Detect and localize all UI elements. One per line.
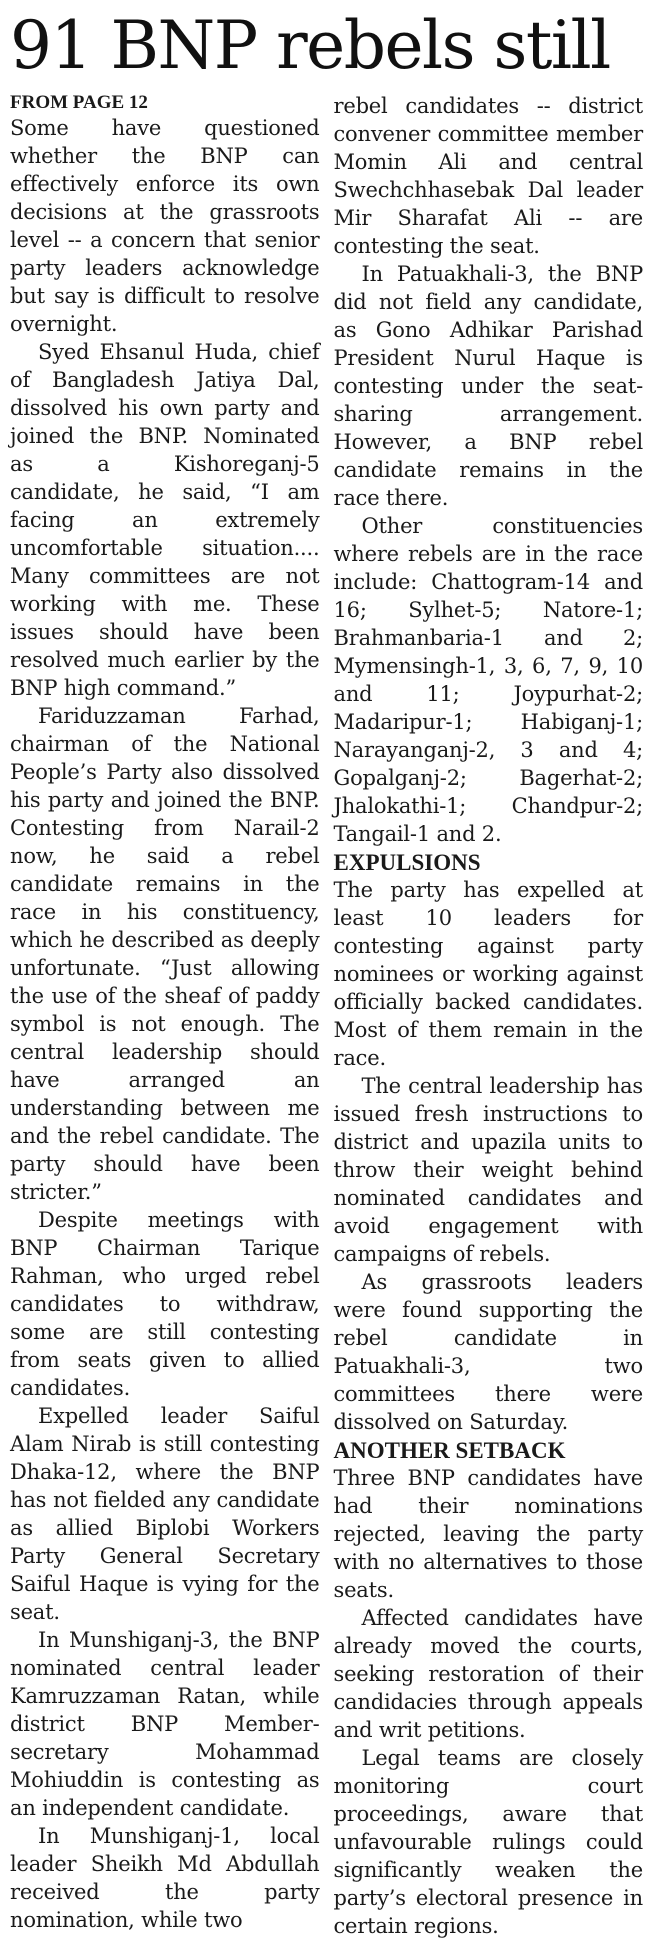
paragraph: In Munshiganj-1, local leader Sheikh Md Abdullah received the party nomination, while two	[10, 1824, 320, 1932]
section-heading-another-setback: ANOTHER SETBACK	[333, 1438, 566, 1463]
article-body	[10, 92, 643, 1940]
paragraph: rebel candidates -- district convener committee member Momin Ali and central Swechchhasebak Dal leader Mir Sharafat Ali -- are contesting the seat.	[333, 94, 643, 258]
headline: 91 BNP rebels still	[10, 7, 610, 84]
paragraph: As grassroots leaders were found supporting the rebel candidate in Patuakhali-3, two committees there were dissolved on Saturday.	[333, 1270, 643, 1434]
dateline: FROM PAGE 12	[10, 92, 148, 113]
paragraph: Other constituencies where rebels are in the race include: Chattogram-14 and 16; Sylhet-5; Natore-1; Brahmanbaria-1 and 2; Mymensingh-1, 3, 6, 7, 9, 10 and 11; Joypurhat-2; Madaripur-1; Habiganj-1; Narayanganj-2, 3 and 4; Gopalganj-2; Bagerhat-2; Jhalokathi-1; Chandpur-2; Tangail-1 and 2.	[333, 514, 643, 846]
paragraph: The party has expelled at least 10 leaders for contesting against party nominees or working against officially backed candidates. Most of them remain in the race.	[333, 878, 643, 1070]
paragraph: Syed Ehsanul Huda, chief of Bangladesh Jatiya Dal, dissolved his own party and joined the BNP. Nominated as a Kishoreganj-5 candidate, he said, “I am facing an extremely uncomfortable situation.... Many committees are not working with me. These issues should have been resolved much earlier by the BNP high command.”	[10, 340, 320, 700]
paragraph: Affected candidates have already moved the courts, seeking restoration of their candidacies through appeals and writ petitions.	[333, 1606, 643, 1742]
section-heading-expulsions: EXPULSIONS	[333, 850, 481, 875]
left-column	[10, 92, 320, 1940]
paragraph: In Munshiganj-3, the BNP nominated central leader Kamruzzaman Ratan, while district BNP Member-secretary Mohammad Mohiuddin is contesting as an independent candidate.	[10, 1628, 320, 1820]
paragraph: Despite meetings with BNP Chairman Tarique Rahman, who urged rebel candidates to withdraw, some are still contesting from seats given to allied candidates.	[10, 1208, 320, 1400]
paragraph: Some have questioned whether the BNP can effectively enforce its own decisions at the grassroots level -- a concern that senior party leaders acknowledge but say is difficult to resolve overnight.	[10, 116, 320, 336]
paragraph: Three BNP candidates have had their nominations rejected, leaving the party with no alternatives to those seats.	[333, 1466, 643, 1602]
paragraph: Expelled leader Saiful Alam Nirab is still contesting Dhaka-12, where the BNP has not fielded any candidate as allied Biplobi Workers Party General Secretary Saiful Haque is vying for the seat.	[10, 1404, 320, 1624]
paragraph: In Patuakhali-3, the BNP did not field any candidate, as Gono Adhikar Parishad President Nurul Haque is contesting under the seat-sharing arrangement. However, a BNP rebel candidate remains in the race there.	[333, 262, 643, 510]
paragraph: The central leadership has issued fresh instructions to district and upazila units to throw their weight behind nominated candidates and avoid engagement with campaigns of rebels.	[333, 1074, 643, 1266]
paragraph: Fariduzzaman Farhad, chairman of the National People’s Party also dissolved his party and joined the BNP. Contesting from Narail-2 now, he said a rebel candidate remains in the race in his constituency, which he described as deeply unfortunate. “Just allowing the use of the sheaf of paddy symbol is not enough. The central leadership should have arranged an understanding between me and the rebel candidate. The party should have been stricter.”	[10, 704, 320, 1204]
paragraph: Legal teams are closely monitoring court proceedings, aware that unfavourable rulings could significantly weaken the party’s electoral presence in certain regions.	[333, 1746, 643, 1938]
right-column	[334, 92, 644, 1940]
